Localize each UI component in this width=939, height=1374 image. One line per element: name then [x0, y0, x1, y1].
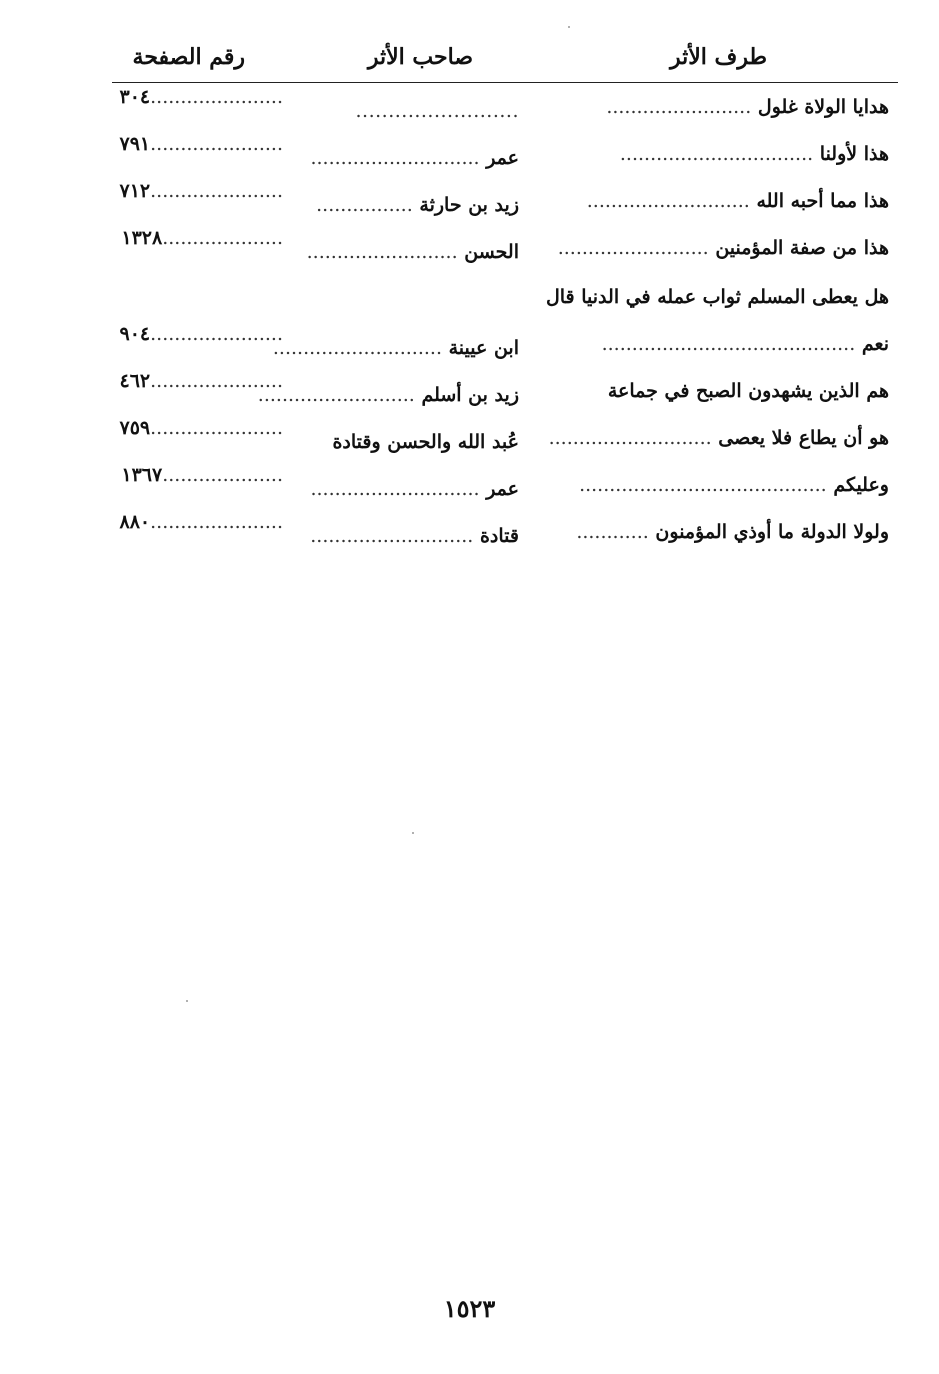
atar-cell: هل يعطى المسلم ثواب عمله في الدنيا قال — [545, 286, 889, 308]
page-number-cell: ......................٧١٢ — [119, 180, 283, 202]
sahib-cell: عمر ............................ — [310, 478, 519, 500]
table-row — [0, 368, 939, 414]
table-row — [0, 321, 939, 367]
table-row — [0, 131, 939, 177]
sahib-cell: عُبد الله والحسن وقتادة — [332, 431, 519, 453]
table-row — [0, 84, 939, 130]
page-number-cell: ......................٧٩١ — [119, 133, 283, 155]
header-page-number: رقم الصفحة — [132, 44, 245, 70]
table-row — [0, 178, 939, 224]
table-header — [0, 38, 939, 82]
atar-cell: وعليكم ......................................... — [579, 474, 889, 496]
scan-speck — [186, 1000, 188, 1002]
header-atar: طرف الأثر — [669, 44, 767, 70]
table-row — [0, 225, 939, 271]
page-number-cell: ......................٤٦٢ — [119, 370, 283, 392]
sahib-cell: زيد بن حارثة ................ — [316, 194, 519, 216]
page-number-cell: ......................٩٠٤ — [119, 323, 283, 345]
atar-cell: هم الذين يشهدون الصبح في جماعة — [607, 380, 889, 402]
atar-cell: هذا لأولنا ................................ — [619, 143, 889, 165]
sahib-cell: ابن عيينة ............................ — [272, 337, 519, 359]
page-number: ١٥٢٣ — [443, 1294, 496, 1323]
table-row — [0, 462, 939, 508]
page-number-cell: ......................٧٥٩ — [119, 417, 283, 439]
sahib-cell: قتادة ........................... — [310, 525, 519, 547]
sahib-cell: زيد بن أسلم .......................... — [257, 384, 519, 406]
header-sahib: صاحب الأثر — [367, 44, 473, 70]
page-number-cell: ....................١٣٢٨ — [121, 227, 283, 249]
sahib-cell: الحسن ......................... — [306, 241, 519, 263]
table-row — [0, 274, 939, 320]
page-number-cell: ......................٨٨٠ — [119, 511, 283, 533]
atar-cell: هذا من صفة المؤمنين ......................... — [557, 237, 889, 259]
table-row — [0, 509, 939, 555]
page-number-cell: ....................١٣٦٧ — [121, 464, 283, 486]
scan-speck — [412, 832, 414, 834]
sahib-cell: عمر ............................ — [310, 147, 519, 169]
atar-cell: ولولا الدولة ما أوذي المؤمنون ............ — [576, 521, 889, 543]
atar-cell: هو أن يطاع فلا يعصى ........................... — [548, 427, 889, 449]
atar-cell: نعم .......................................... — [601, 333, 889, 355]
header-rule — [112, 82, 898, 83]
atar-cell: هذا مما أحبه الله ........................... — [586, 190, 889, 212]
atar-cell: هدايا الولاة غلول ........................ — [606, 96, 889, 118]
sahib-cell: ......................... — [355, 100, 519, 122]
scan-speck — [568, 26, 570, 28]
page-number-cell: ......................٣٠٤ — [119, 86, 283, 108]
table-row — [0, 415, 939, 461]
